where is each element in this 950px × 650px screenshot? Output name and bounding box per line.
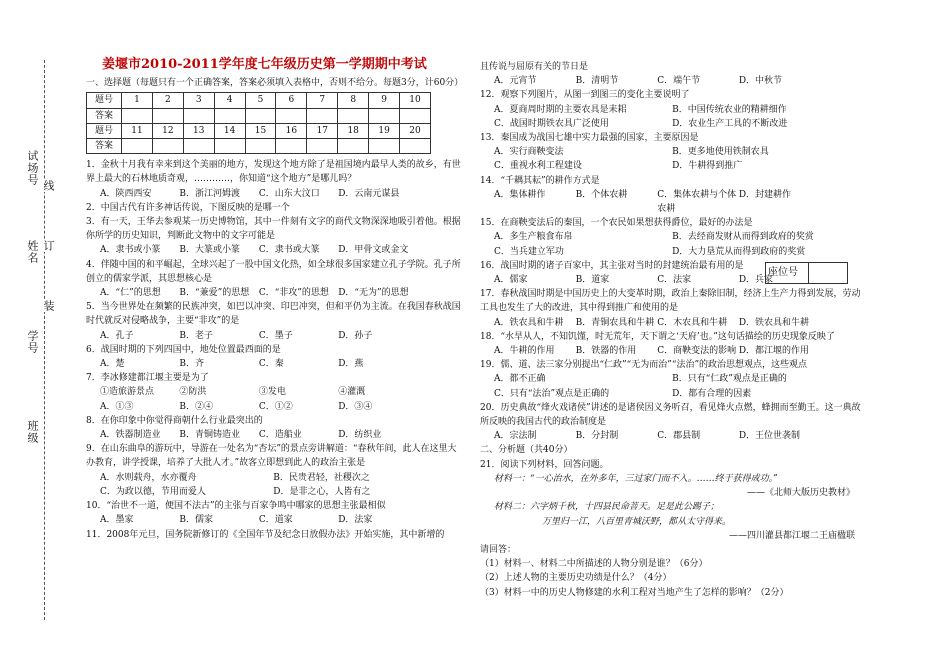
option: B．清明节 <box>575 76 619 87</box>
question-options <box>480 145 865 173</box>
exam-no-label: 试场号 <box>26 150 39 186</box>
table-cell: 5 <box>245 93 276 108</box>
table-cell: 题号 <box>87 123 122 138</box>
question-stem: 13．秦国成为战国七雄中实力最强的国家，主要原因是 <box>480 133 699 144</box>
option: A．实行商鞅变法 <box>494 147 564 158</box>
option: B．民贵君轻，社稷次之 <box>273 472 370 483</box>
class-label: 班级 <box>26 420 39 444</box>
option: ①造旅游景点 <box>100 387 155 398</box>
option: A．“仁”的思想 <box>100 288 161 299</box>
option: A．集体耕作 <box>494 189 546 200</box>
option: B．铁器的作用 <box>575 346 637 357</box>
name-label: 姓名 <box>26 240 39 264</box>
binding-dashed-line <box>44 60 45 620</box>
answer-table-row <box>87 108 431 123</box>
binding-margin <box>0 0 60 650</box>
material-1: 材料一：“一心治水，在外多年，三过家门而不入。……终于获得成功。” <box>494 473 778 484</box>
binding-mark-xian: 线 <box>42 180 55 192</box>
table-cell: 答案 <box>87 108 122 123</box>
question-options <box>86 513 461 527</box>
option: B．只有“仁政”观点是正确的 <box>672 374 787 385</box>
option: D．王位世袭制 <box>738 431 801 442</box>
option: A．都不正确 <box>494 374 546 385</box>
option: A．牛耕的作用 <box>494 346 555 357</box>
option: C．①② <box>258 401 293 412</box>
option: ③发电 <box>258 387 286 398</box>
question-options <box>480 230 865 258</box>
option: A．陕西西安 <box>100 188 152 199</box>
option: A．多生产粮食布帛 <box>494 232 573 243</box>
table-cell: 17 <box>307 123 338 138</box>
question-stem: 1．金秋十月我有幸来到这个美丽的地方，发现这个地方除了是祖国境内最早人类的故乡，有世界上最大的石林地质奇观，…………，你知道“这个地方”是哪儿吗？ <box>86 160 461 185</box>
option: B．大篆或小篆 <box>179 245 241 256</box>
table-cell: 题号 <box>87 93 122 108</box>
table-cell: 8 <box>338 93 369 108</box>
option: B．去经商发财从而得到政府的奖赏 <box>672 232 814 243</box>
answer-cell[interactable] <box>245 108 276 123</box>
option: C．木农具和牛耕 <box>657 317 728 328</box>
table-cell: 9 <box>369 93 400 108</box>
question-options <box>86 329 461 343</box>
table-cell: 2 <box>152 93 183 108</box>
question-options <box>86 286 461 300</box>
option: D．封建耕作 <box>738 189 792 200</box>
question-stem: 6．战国时期的下列四国中，地处位置最西面的是 <box>86 344 281 355</box>
q11-options <box>480 74 865 88</box>
option: D．是非之心，人皆有之 <box>273 486 371 497</box>
section1-heading: 一、选择题（每题只有一个正确答案，答案必须填入表格中，否则不给分。每题3分，计60分） <box>86 78 464 89</box>
option: B．浙江河姆渡 <box>179 188 241 199</box>
table-cell: 3 <box>183 93 214 108</box>
option: B．道家 <box>575 275 610 286</box>
answer-cell[interactable] <box>400 139 431 154</box>
option: B．齐 <box>179 359 205 370</box>
answer-cell[interactable] <box>214 139 245 154</box>
seat-number-box <box>765 262 848 284</box>
answer-cell[interactable] <box>276 139 307 154</box>
question-options <box>86 187 461 201</box>
option: A．宗法制 <box>494 431 537 442</box>
option: ④灌溉 <box>338 387 366 398</box>
table-cell: 11 <box>122 123 153 138</box>
option: A．墨家 <box>100 515 134 526</box>
question-stem: 7．李冰修建都江堰主要是为了 <box>86 373 209 384</box>
question-stem: 18．“水旱从人，不知饥馑，时无荒年，天下谓之‘天府’也。”这句话描绘的历史现象反映了 <box>480 331 835 342</box>
option: C．端午节 <box>657 76 701 87</box>
q11-continuation: 且传说与屈原有关的节日是 <box>480 62 589 72</box>
answer-cell[interactable] <box>276 108 307 123</box>
please-answer: 请回答： <box>480 544 517 555</box>
table-cell: 20 <box>400 123 431 138</box>
option: D．“无为”的思想 <box>338 288 409 299</box>
answer-cell[interactable] <box>122 139 153 154</box>
option: C．集体农耕与个体农耕 <box>657 189 737 215</box>
question-stem: 11．2008年元旦，国务院新修订的《全国年节及纪念日放假办法》开始实施，其中新增的 <box>86 529 445 540</box>
answer-cell[interactable] <box>338 108 369 123</box>
table-cell: 14 <box>214 123 245 138</box>
exam-title: 姜堰市2010-2011学年度七年级历史第一学期期中考试 <box>102 57 427 72</box>
question-options <box>86 471 461 499</box>
option: D．纺织业 <box>338 430 382 441</box>
question-stem: 9．在山东曲阜的游玩中，导游在一处名为“杏坛”的景点旁讲解道：“春秋年间，此人在这里大办教育，讲学授课，培养了大批人才。”故客立即想到此人的政治主张是 <box>86 444 457 469</box>
table-cell: 16 <box>276 123 307 138</box>
option: C．郡县制 <box>657 431 701 442</box>
option: B．中国传统农业的精耕细作 <box>672 104 787 115</box>
question-options <box>86 385 461 413</box>
option: B．青铜铸造业 <box>179 430 241 441</box>
option: D．都江堰的作用 <box>738 346 810 357</box>
answer-cell[interactable] <box>152 108 183 123</box>
answer-cell[interactable] <box>183 139 214 154</box>
option: D．③④ <box>338 401 373 412</box>
question-options <box>480 344 865 358</box>
option: A．儒家 <box>494 275 528 286</box>
table-cell: 7 <box>307 93 338 108</box>
option: C．秦 <box>258 359 284 370</box>
table-cell: 4 <box>214 93 245 108</box>
option: A．楚 <box>100 359 125 370</box>
question-options <box>480 316 865 330</box>
question-stem: 2．中国古代有许多神话传说，下图反映的是哪一个 <box>86 202 290 213</box>
option: D．孙子 <box>338 330 373 341</box>
right-column <box>480 60 865 600</box>
option: C．只有“法治”观点是正确的 <box>494 388 610 399</box>
question-stem: 14．“千耦其耘”的耕作方式是 <box>480 175 600 186</box>
question-stem: 3．有一天，王华去参观某一历史博物馆，其中一件刻有文字的商代文物深深地吸引着他。根据你所学的历史知识，判断此文物中的文字可能是 <box>86 217 461 242</box>
left-column <box>86 57 464 542</box>
option: D．铁农具和牛耕 <box>738 317 810 328</box>
option: D．农业生产工具的不断改进 <box>672 118 788 129</box>
option: ②防洪 <box>179 387 207 398</box>
question-stem: 4．伴随中国的和平崛起，全球兴起了一股中国文化热，如全球很多国家建立孔子学院。孔子所创立的儒家学派，其思想核心是 <box>86 259 461 284</box>
question-stem: 5．当今世界处在频繁的民族冲突，如巴以冲突、印巴冲突，但和平仍为主流。在我国春秋战国时代就反对侵略战争，主要“非攻”的是 <box>86 302 461 327</box>
option: D．燕 <box>338 359 364 370</box>
option: B．分封制 <box>575 431 619 442</box>
option: A．铁器制造业 <box>100 430 161 441</box>
answer-cell[interactable] <box>400 108 431 123</box>
question-stem: 16．战国时期的诸子百家中，其主张对当时的封建统治最有用的是 <box>480 260 744 271</box>
table-cell: 19 <box>369 123 400 138</box>
student-no-label: 学号 <box>26 330 39 354</box>
option: D．云南元谋县 <box>338 188 400 199</box>
question-options <box>480 103 865 131</box>
option: B．老子 <box>179 330 214 341</box>
option: A．孔子 <box>100 330 134 341</box>
option: D．中秋节 <box>738 76 783 87</box>
table-cell: 18 <box>338 123 369 138</box>
question-options <box>86 428 461 442</box>
option: A．水则载舟，水亦覆舟 <box>100 472 197 483</box>
question-options <box>480 188 865 216</box>
sub-question-2: （2）上述人物的主要历史功绩是什么？（4分） <box>480 573 672 584</box>
seat-number-label: 座位号 <box>766 263 809 283</box>
section2-heading: 二、分析题（共40分） <box>480 445 573 456</box>
sub-question-1: （1）材料一、材料二中所描述的人物分别是谁？（6分） <box>480 559 708 570</box>
option: D．牛耕得到推广 <box>672 161 743 172</box>
option: D．兵家 <box>738 275 774 286</box>
option: C．隶书或大篆 <box>258 245 320 256</box>
option: C．“非攻”的思想 <box>258 288 329 299</box>
option: B．②④ <box>179 401 214 412</box>
question-stem: 17．春秋战国时期是中国历史上的大变革时期，政治上秦除旧制，经济上生产力得到发展，劳动工具也发生了大的改进，其中得到推广和使用的是 <box>480 289 861 314</box>
option: C．造船业 <box>258 430 302 441</box>
question-stem: 12．观察下列图片，从图一到图三的变化主要说明了 <box>480 90 690 101</box>
answer-table-row <box>87 139 431 154</box>
answer-table <box>86 92 431 154</box>
answer-cell[interactable] <box>214 108 245 123</box>
option: B．青铜农具和牛耕 <box>575 317 655 328</box>
question-options <box>480 429 865 443</box>
option: D．都有合理的因素 <box>672 388 752 399</box>
material-2-source: ——四川灌县都江堰二王庙楹联 <box>728 530 855 541</box>
sub-question-3: （3）材料一中的历史人物修建的水利工程对当地产生了怎样的影响？（2分） <box>480 587 789 598</box>
option: A．铁农具和牛耕 <box>494 317 564 328</box>
option: C．山东大汶口 <box>258 188 320 199</box>
answer-cell[interactable] <box>245 139 276 154</box>
option: C．道家 <box>258 515 293 526</box>
option: D．大力垦荒从而得到政府的奖赏 <box>672 246 806 257</box>
binding-mark-ding: 订 <box>42 240 55 252</box>
question-options <box>86 357 461 371</box>
question-stem: 10．“治世不一道，便国不法古”的主张与百家争鸣中哪家的思想主张最相似 <box>86 501 386 512</box>
answer-cell[interactable] <box>369 108 400 123</box>
option: A．元宵节 <box>494 76 537 87</box>
option: D．法家 <box>338 515 373 526</box>
option: C．商鞅变法的影响 <box>657 346 737 357</box>
option: B．个体农耕 <box>575 189 628 200</box>
q21-stem: 21．阅读下列材料，回答问题。 <box>480 459 609 470</box>
table-cell: 15 <box>245 123 276 138</box>
option: D．甲骨文或金文 <box>338 245 409 256</box>
seat-number-field[interactable] <box>809 263 847 283</box>
answer-cell[interactable] <box>152 139 183 154</box>
answer-cell[interactable] <box>183 108 214 123</box>
option: B．更多地使用铁制农具 <box>672 147 769 158</box>
question-options <box>480 372 865 400</box>
option: A．隶书或小篆 <box>100 245 161 256</box>
answer-cell[interactable] <box>307 108 338 123</box>
option: C．战国时期铁农具广泛使用 <box>494 118 609 129</box>
table-cell: 12 <box>152 123 183 138</box>
answer-table-row <box>87 93 431 108</box>
question-stem: 20．历史典故“烽火戏诸侯”讲述的是诸侯因义务听召，看见烽火点燃，蜂拥而至勤王。这一典故所反映的我国古代的政治制度是 <box>480 402 861 428</box>
table-cell: 13 <box>183 123 214 138</box>
answer-cell[interactable] <box>122 108 153 123</box>
material-2-line-1: 材料二：六字炳千秋，十四县民命菩天。足是此公踢子； <box>494 502 720 513</box>
option: C．法家 <box>657 275 692 286</box>
answer-cell[interactable] <box>369 139 400 154</box>
binding-mark-zhuang: 装 <box>42 300 55 312</box>
answer-cell[interactable] <box>307 139 338 154</box>
option: B．“兼爱”的思想 <box>179 288 250 299</box>
question-stem: 15．在商鞅变法后的秦国，一个农民如果想获得爵位，最好的办法是 <box>480 218 753 229</box>
option: C．当兵建立军功 <box>494 246 564 257</box>
table-cell: 10 <box>400 93 431 108</box>
material-1-source: ——《北师大版历史教材》 <box>746 488 855 499</box>
answer-table-row <box>87 123 431 138</box>
question-options <box>86 243 461 257</box>
option: C．为政以德，节用而爱人 <box>100 486 206 497</box>
question-stem: 8．在你印象中你觉得商朝什么行业最突出的 <box>86 415 263 426</box>
answer-cell[interactable] <box>338 139 369 154</box>
option: C．墨子 <box>258 330 293 341</box>
left-question-list <box>86 158 461 541</box>
option: A．夏商周时期的主要农具是耒耜 <box>494 104 627 115</box>
question-stem: 19．儒、道、法三家分别提出“仁政”“无为而治”“法治”的政治思想观点，这些观点 <box>480 360 808 371</box>
option: A．①③ <box>100 401 134 412</box>
option: B．儒家 <box>179 515 214 526</box>
table-cell: 答案 <box>87 139 122 154</box>
table-cell: 6 <box>276 93 307 108</box>
option: C．重视水利工程建设 <box>494 161 582 172</box>
table-cell: 1 <box>122 93 153 108</box>
material-2-line-2: 万里归一江，八百里青城沃野，都从太守得来。 <box>542 516 732 527</box>
